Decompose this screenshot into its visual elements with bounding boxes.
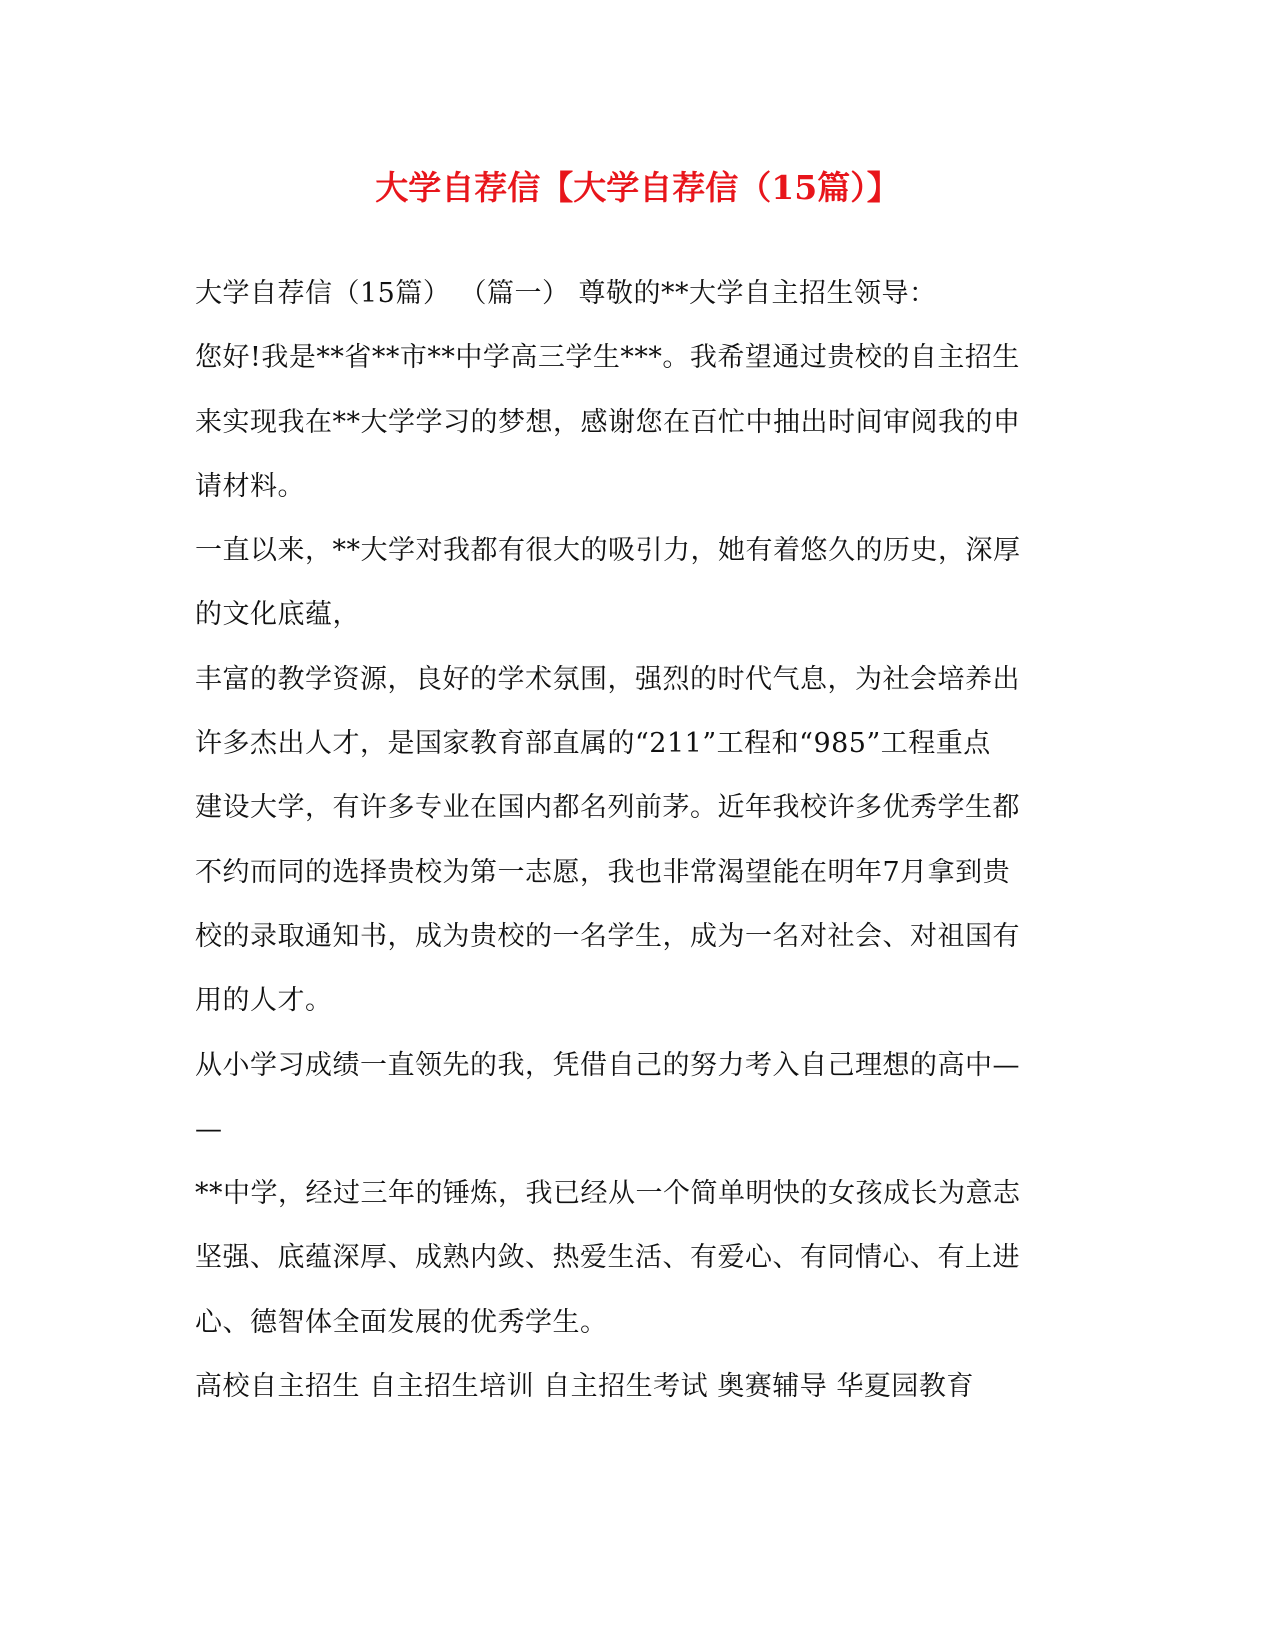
text-line: 您好!我是**省**市**中学高三学生***。我希望通过贵校的自主招生 bbox=[195, 342, 1020, 374]
text-line: **中学，经过三年的锤炼，我已经从一个简单明快的女孩成长为意志 bbox=[195, 1178, 1021, 1210]
text-line: 丰富的教学资源，良好的学术氛围，强烈的时代气息，为社会培养出 bbox=[195, 663, 1020, 695]
text-line: 的文化底蕴， bbox=[195, 599, 360, 631]
text-line: 建设大学，有许多专业在国内都名列前茅。近年我校许多优秀学生都 bbox=[195, 792, 1020, 824]
text-line: 请材料。 bbox=[195, 470, 305, 502]
text-line: 坚强、底蕴深厚、成熟内敛、热爱生活、有爱心、有同情心、有上进 bbox=[195, 1242, 1020, 1274]
text-line: 来实现我在**大学学习的梦想，感谢您在百忙中抽出时间审阅我的申 bbox=[195, 406, 1021, 438]
text-line: 大学自荐信（15篇） （篇一） 尊敬的**大学自主招生领导： bbox=[195, 278, 937, 309]
text-line: 许多杰出人才，是国家教育部直属的“211”工程和“985”工程重点 bbox=[195, 728, 991, 760]
document-title: 大学自荐信【大学自荐信（15篇）】 bbox=[375, 168, 900, 207]
footer-keywords: 高校自主招生 自主招生培训 自主招生考试 奥赛辅导 华夏园教育 bbox=[195, 1371, 974, 1403]
text-line: 一直以来，**大学对我都有很大的吸引力，她有着悠久的历史，深厚 bbox=[195, 535, 1021, 567]
text-line: 校的录取通知书，成为贵校的一名学生，成为一名对社会、对祖国有 bbox=[195, 920, 1020, 952]
text-line: — bbox=[195, 1113, 223, 1145]
text-line: 不约而同的选择贵校为第一志愿，我也非常渴望能在明年7月拿到贵 bbox=[195, 856, 1011, 888]
text-line: 用的人才。 bbox=[195, 985, 333, 1017]
text-line: 心、德智体全面发展的优秀学生。 bbox=[195, 1306, 608, 1338]
document-body bbox=[195, 262, 1075, 1419]
text-line: 从小学习成绩一直领先的我，凭借自己的努力考入自己理想的高中— bbox=[195, 1049, 1020, 1081]
